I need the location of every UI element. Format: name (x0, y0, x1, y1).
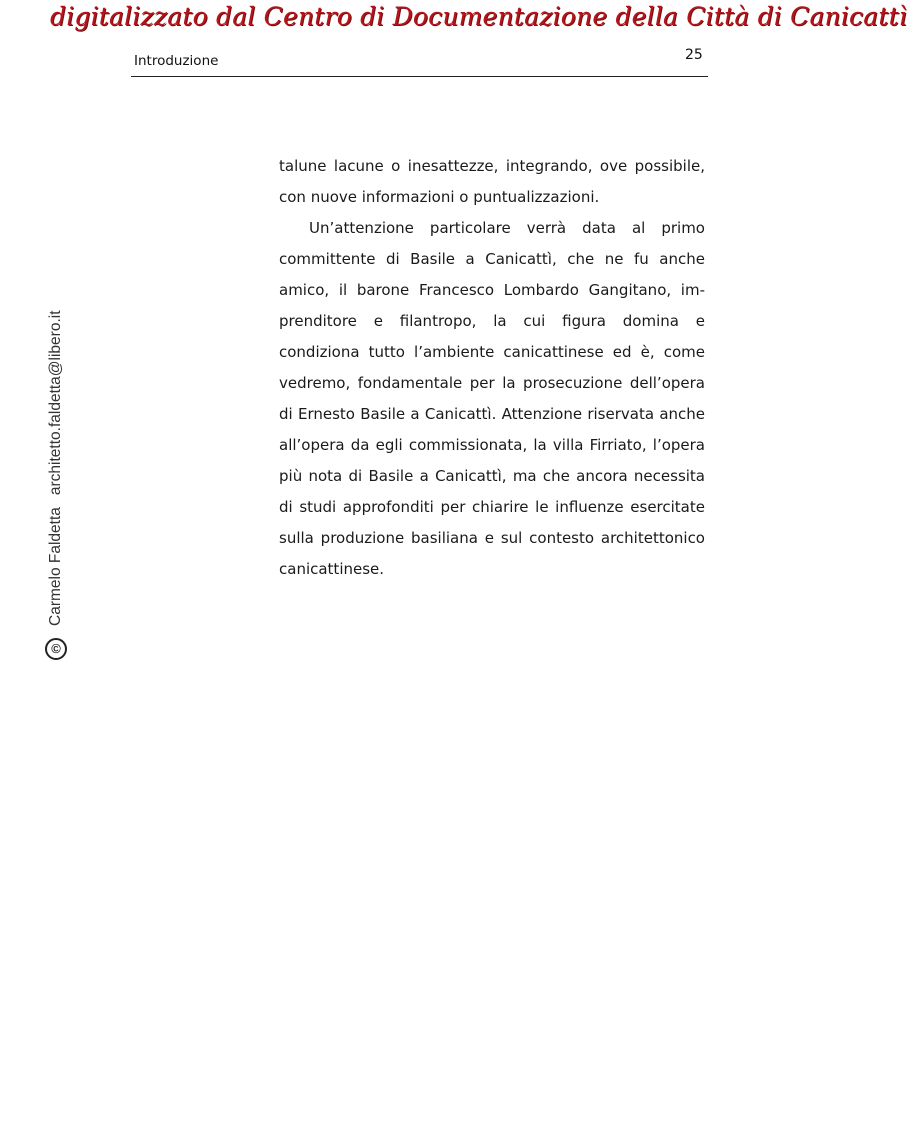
body-text (279, 151, 705, 585)
paragraph: talune lacune o inesattezze, integrando, ove possibile, con nuove informazioni o puntualizzazioni. (279, 157, 705, 206)
page-number: 25 (685, 47, 703, 63)
copyright-notice (40, 310, 80, 660)
paragraph: Un’attenzione particolare verrà data al primo committente di Basile a Canicattì, che ne fu anche amico, il barone Francesco Lombardo Gangitano, imprenditore e filantropo, la cui figura domina e condiziona tutto l’ambiente canicattinese ed è, come vedremo, fondamentale per la prosecuzione dell’opera di Ernesto Basile a Canicattì. Attenzione riservata anche all’opera da egli commissionata, la villa Firriato, l’opera più nota di Basile a Canicattì, ma che ancora necessita di studi approfonditi per chiarire le influenze esercitate sulla produzione basiliana e sul contesto architettonico canicattinese. (279, 219, 705, 578)
header-divider (131, 76, 708, 77)
section-title: Introduzione (134, 53, 219, 69)
copyright-email: architetto.faldetta@libero.it (47, 310, 64, 496)
copyright-author: Carmelo Faldetta (47, 507, 64, 626)
digitization-watermark: digitalizzato dal Centro di Documentazione della Città di Canicattì (50, 2, 907, 31)
copyright-icon: © (45, 638, 67, 660)
